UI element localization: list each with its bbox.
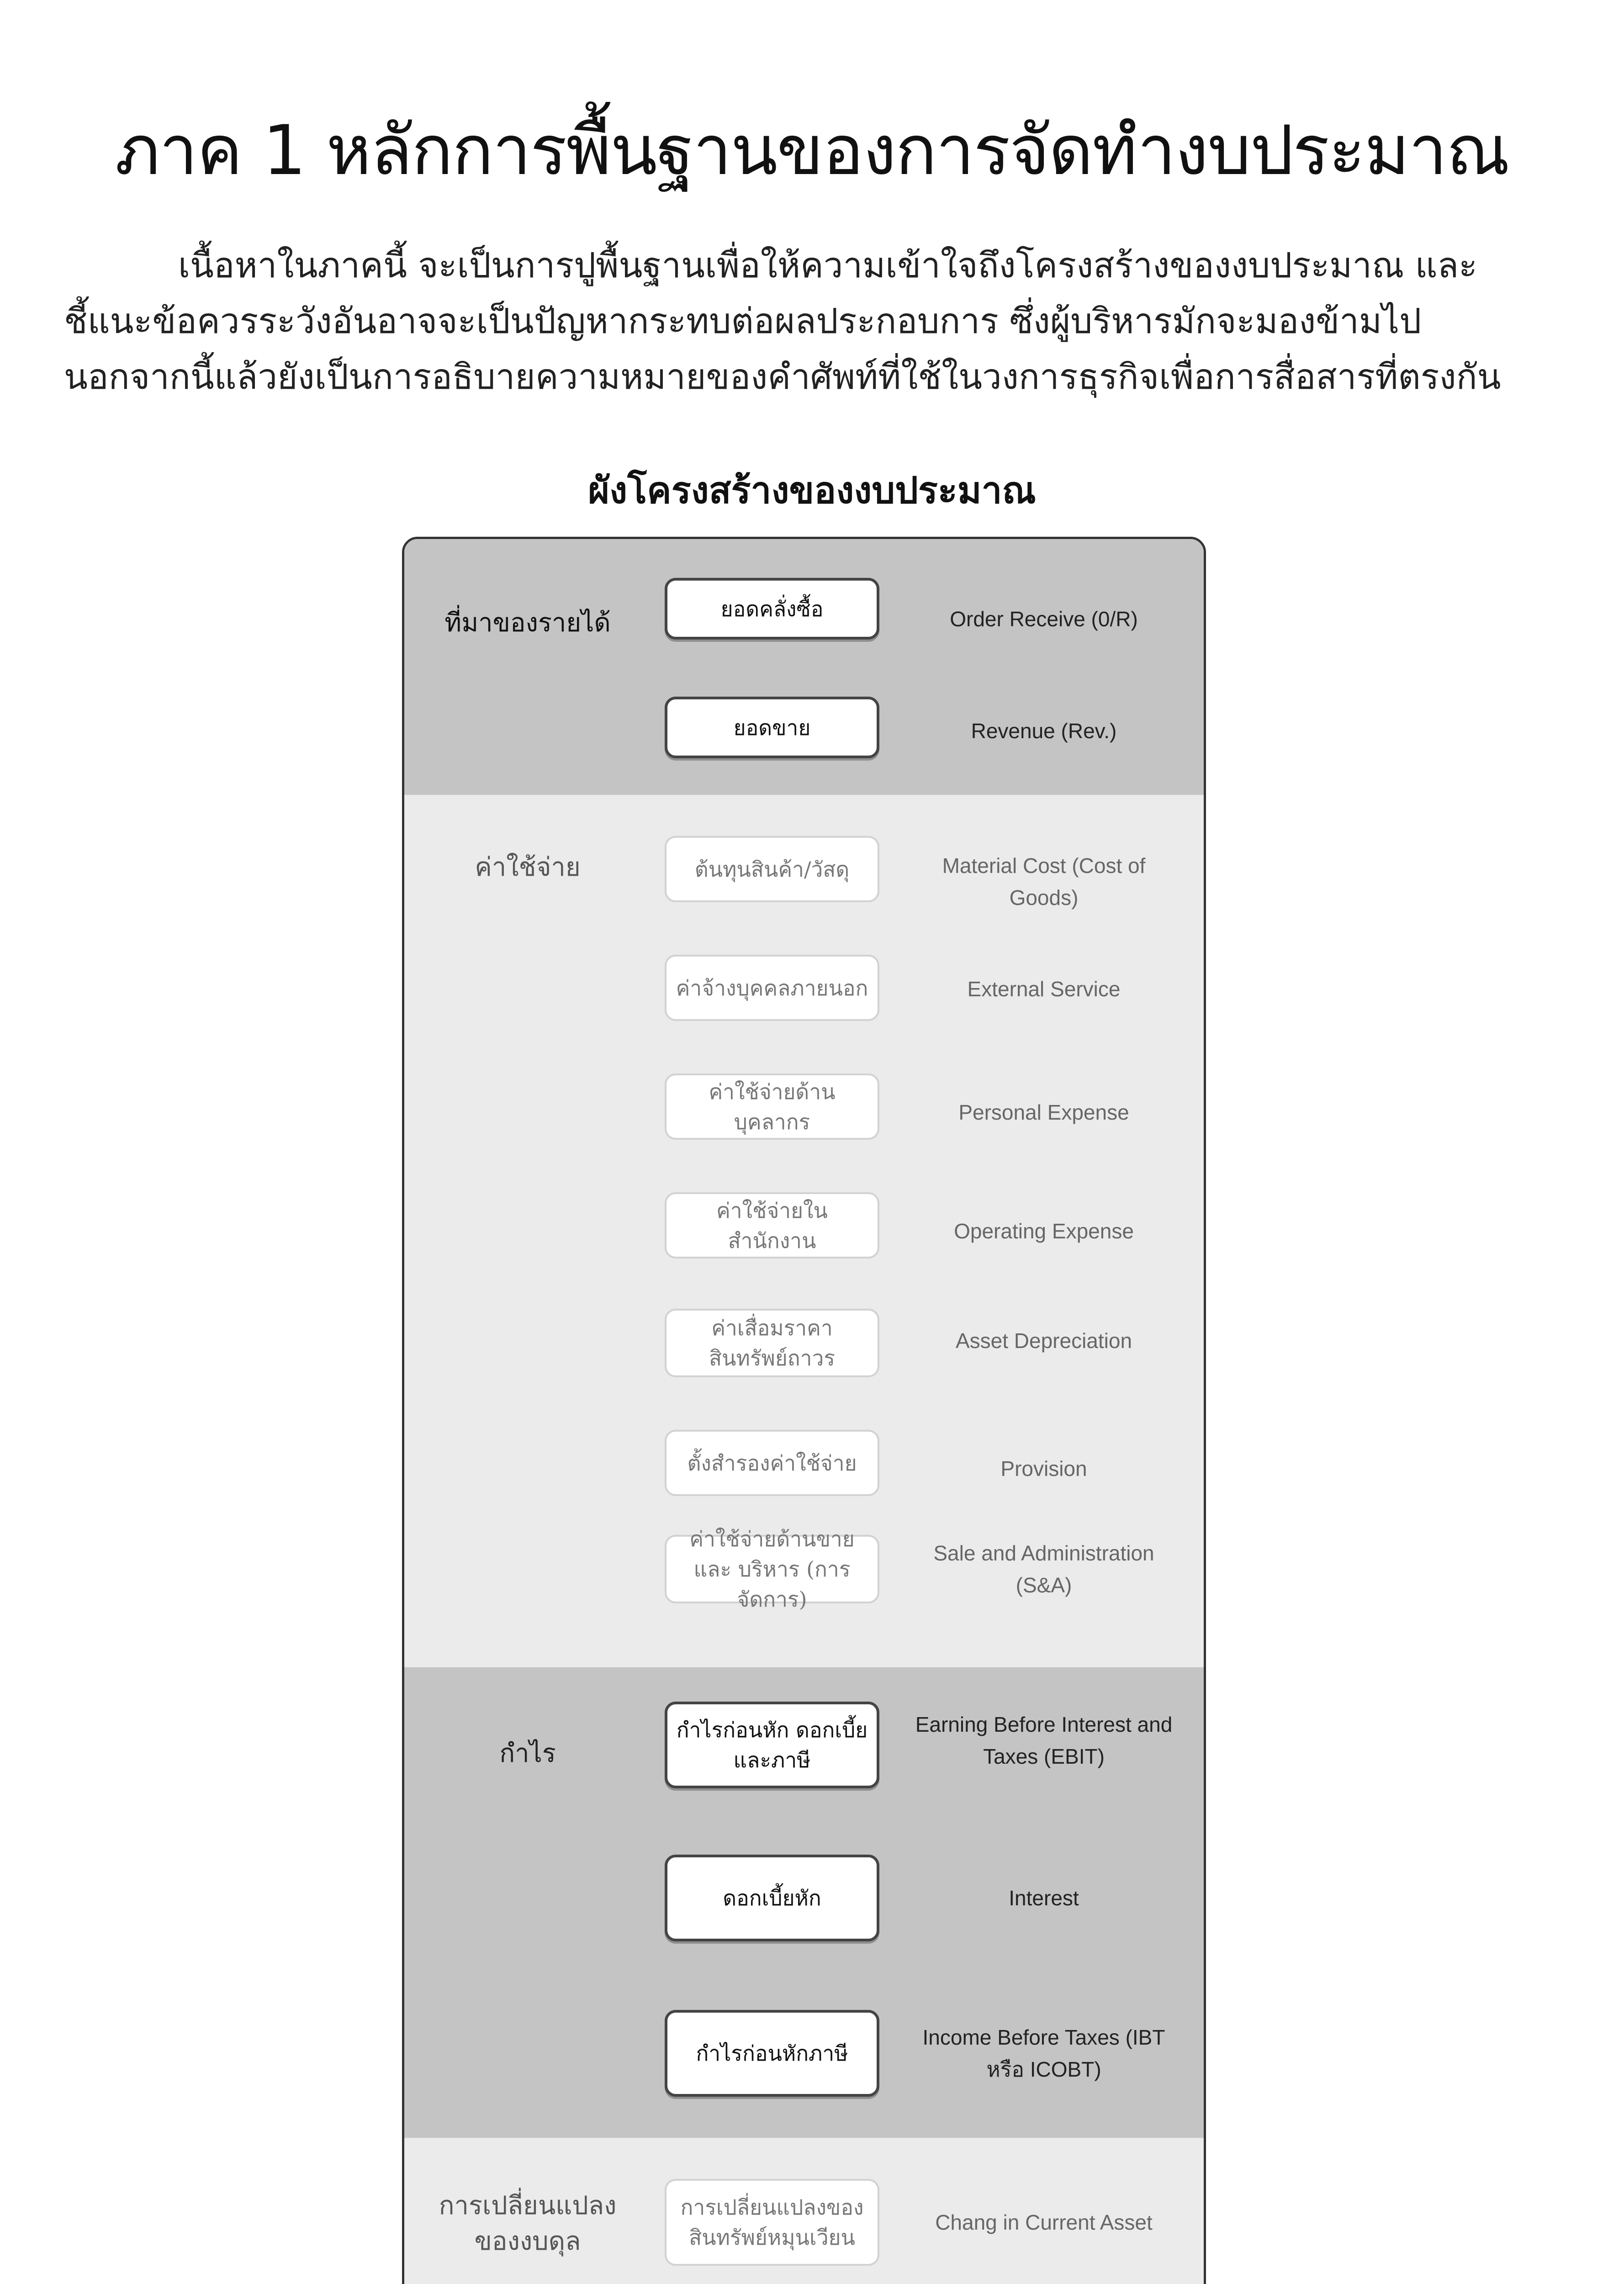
node-label-th: กำไรก่อนหักภาษี [696, 2041, 848, 2066]
section-revenue [404, 539, 1204, 795]
page-title: ภาค 1 หลักการพื้นฐานของการจัดทำงบประมาณ [115, 111, 1509, 190]
node-label-en: Asset Depreciation [955, 1329, 1132, 1353]
section-balance-change [404, 2138, 1204, 2284]
node-sale-administration [665, 1527, 879, 1612]
node-label-en: Personal Expense [958, 1100, 1129, 1124]
node-label-th: ค่าใช้จ่ายด้านขายและ บริหาร (การจัดการ) [689, 1527, 855, 1612]
node-label-th: ค่าเสื่อมราคา สินทรัพย์ถาวร [709, 1316, 836, 1370]
node-label-th: ต้นทุนสินค้า/วัสดุ [694, 856, 850, 882]
node-revenue [665, 697, 879, 758]
node-label-th: ตั้งสำรองค่าใช้จ่าย [687, 1450, 857, 1475]
node-operating-expense [665, 1192, 879, 1258]
intro-line: นอกจากนี้แล้วยังเป็นการอธิบายความหมายของคำศัพท์ที่ใช้ในวงการธุรกิจเพื่อการสื่อสารที่ตรงกัน [64, 356, 1501, 397]
node-ebit [665, 1702, 879, 1788]
node-interest [665, 1855, 879, 1941]
node-asset-depreciation [665, 1309, 879, 1377]
node-income-before-taxes [665, 2010, 879, 2097]
section-profit [404, 1667, 1204, 2138]
intro-line: เนื้อหาในภาคนี้ จะเป็นการปูพื้นฐานเพื่อให้ความเข้าใจถึงโครงสร้างของงบประมาณ และ [178, 245, 1477, 286]
intro-line: ชี้แนะข้อควรระวังอันอาจจะเป็นปัญหากระทบต่อผลประกอบการ ซึ่งผู้บริหารมักจะมองข้ามไป [64, 301, 1422, 341]
budget-structure-diagram [402, 537, 1206, 2284]
section-label-balance-change: การเปลี่ยนแปลง ของงบดุล [439, 2191, 617, 2256]
section-label-expense: ค่าใช้จ่าย [475, 852, 581, 882]
node-label-en: Revenue (Rev.) [971, 719, 1117, 743]
node-provision [665, 1430, 879, 1496]
node-label-en: Provision [1000, 1457, 1087, 1480]
node-label-th: ค่าจ้างบุคคลภายนอก [676, 975, 868, 1000]
node-material-cost [665, 836, 879, 902]
node-label-en: Order Receive (0/R) [950, 607, 1138, 631]
node-external-service [665, 955, 879, 1021]
chart-title: ผังโครงสร้างของงบประมาณ [588, 469, 1036, 512]
section-label-revenue: ที่มาของรายได้ [444, 608, 611, 638]
node-label-th: ค่าใช้จ่ายด้านบุคลากร [709, 1079, 836, 1134]
node-label-th: การเปลี่ยนแปลงของ สินทรัพย์หมุนเวียน [680, 2195, 864, 2250]
node-label-en: Interest [1009, 1886, 1079, 1910]
node-label-th: ยอดคลั่งซื้อ [720, 596, 824, 621]
node-label-th: ยอดขาย [733, 715, 811, 740]
node-label-en: Income Before Taxes (IBT หรือ ICOBT) [922, 2025, 1165, 2081]
node-label-en: Chang in Current Asset [935, 2210, 1153, 2234]
node-order-receive [665, 578, 879, 640]
node-label-en: External Service [967, 977, 1121, 1001]
node-label-th: ดอกเบี้ยหัก [723, 1886, 821, 1910]
node-label-en: Sale and Administration (S&A) [933, 1541, 1154, 1597]
section-label-profit: กำไร [499, 1739, 556, 1768]
node-label-en: Material Cost (Cost of Goods) [942, 854, 1146, 909]
intro-paragraph [64, 238, 1560, 405]
section-expense [404, 795, 1204, 1667]
node-label-th: ค่าใช้จ่ายในสำนักงาน [716, 1198, 828, 1253]
node-label-en: Operating Expense [954, 1219, 1134, 1243]
node-label-en: Earning Before Interest and Taxes (EBIT) [915, 1713, 1173, 1768]
node-label-th: กำไรก่อนหัก ดอกเบี้ยและภาษี [676, 1718, 868, 1772]
node-personal-expense [665, 1073, 879, 1140]
node-change-current-asset [665, 2179, 879, 2266]
